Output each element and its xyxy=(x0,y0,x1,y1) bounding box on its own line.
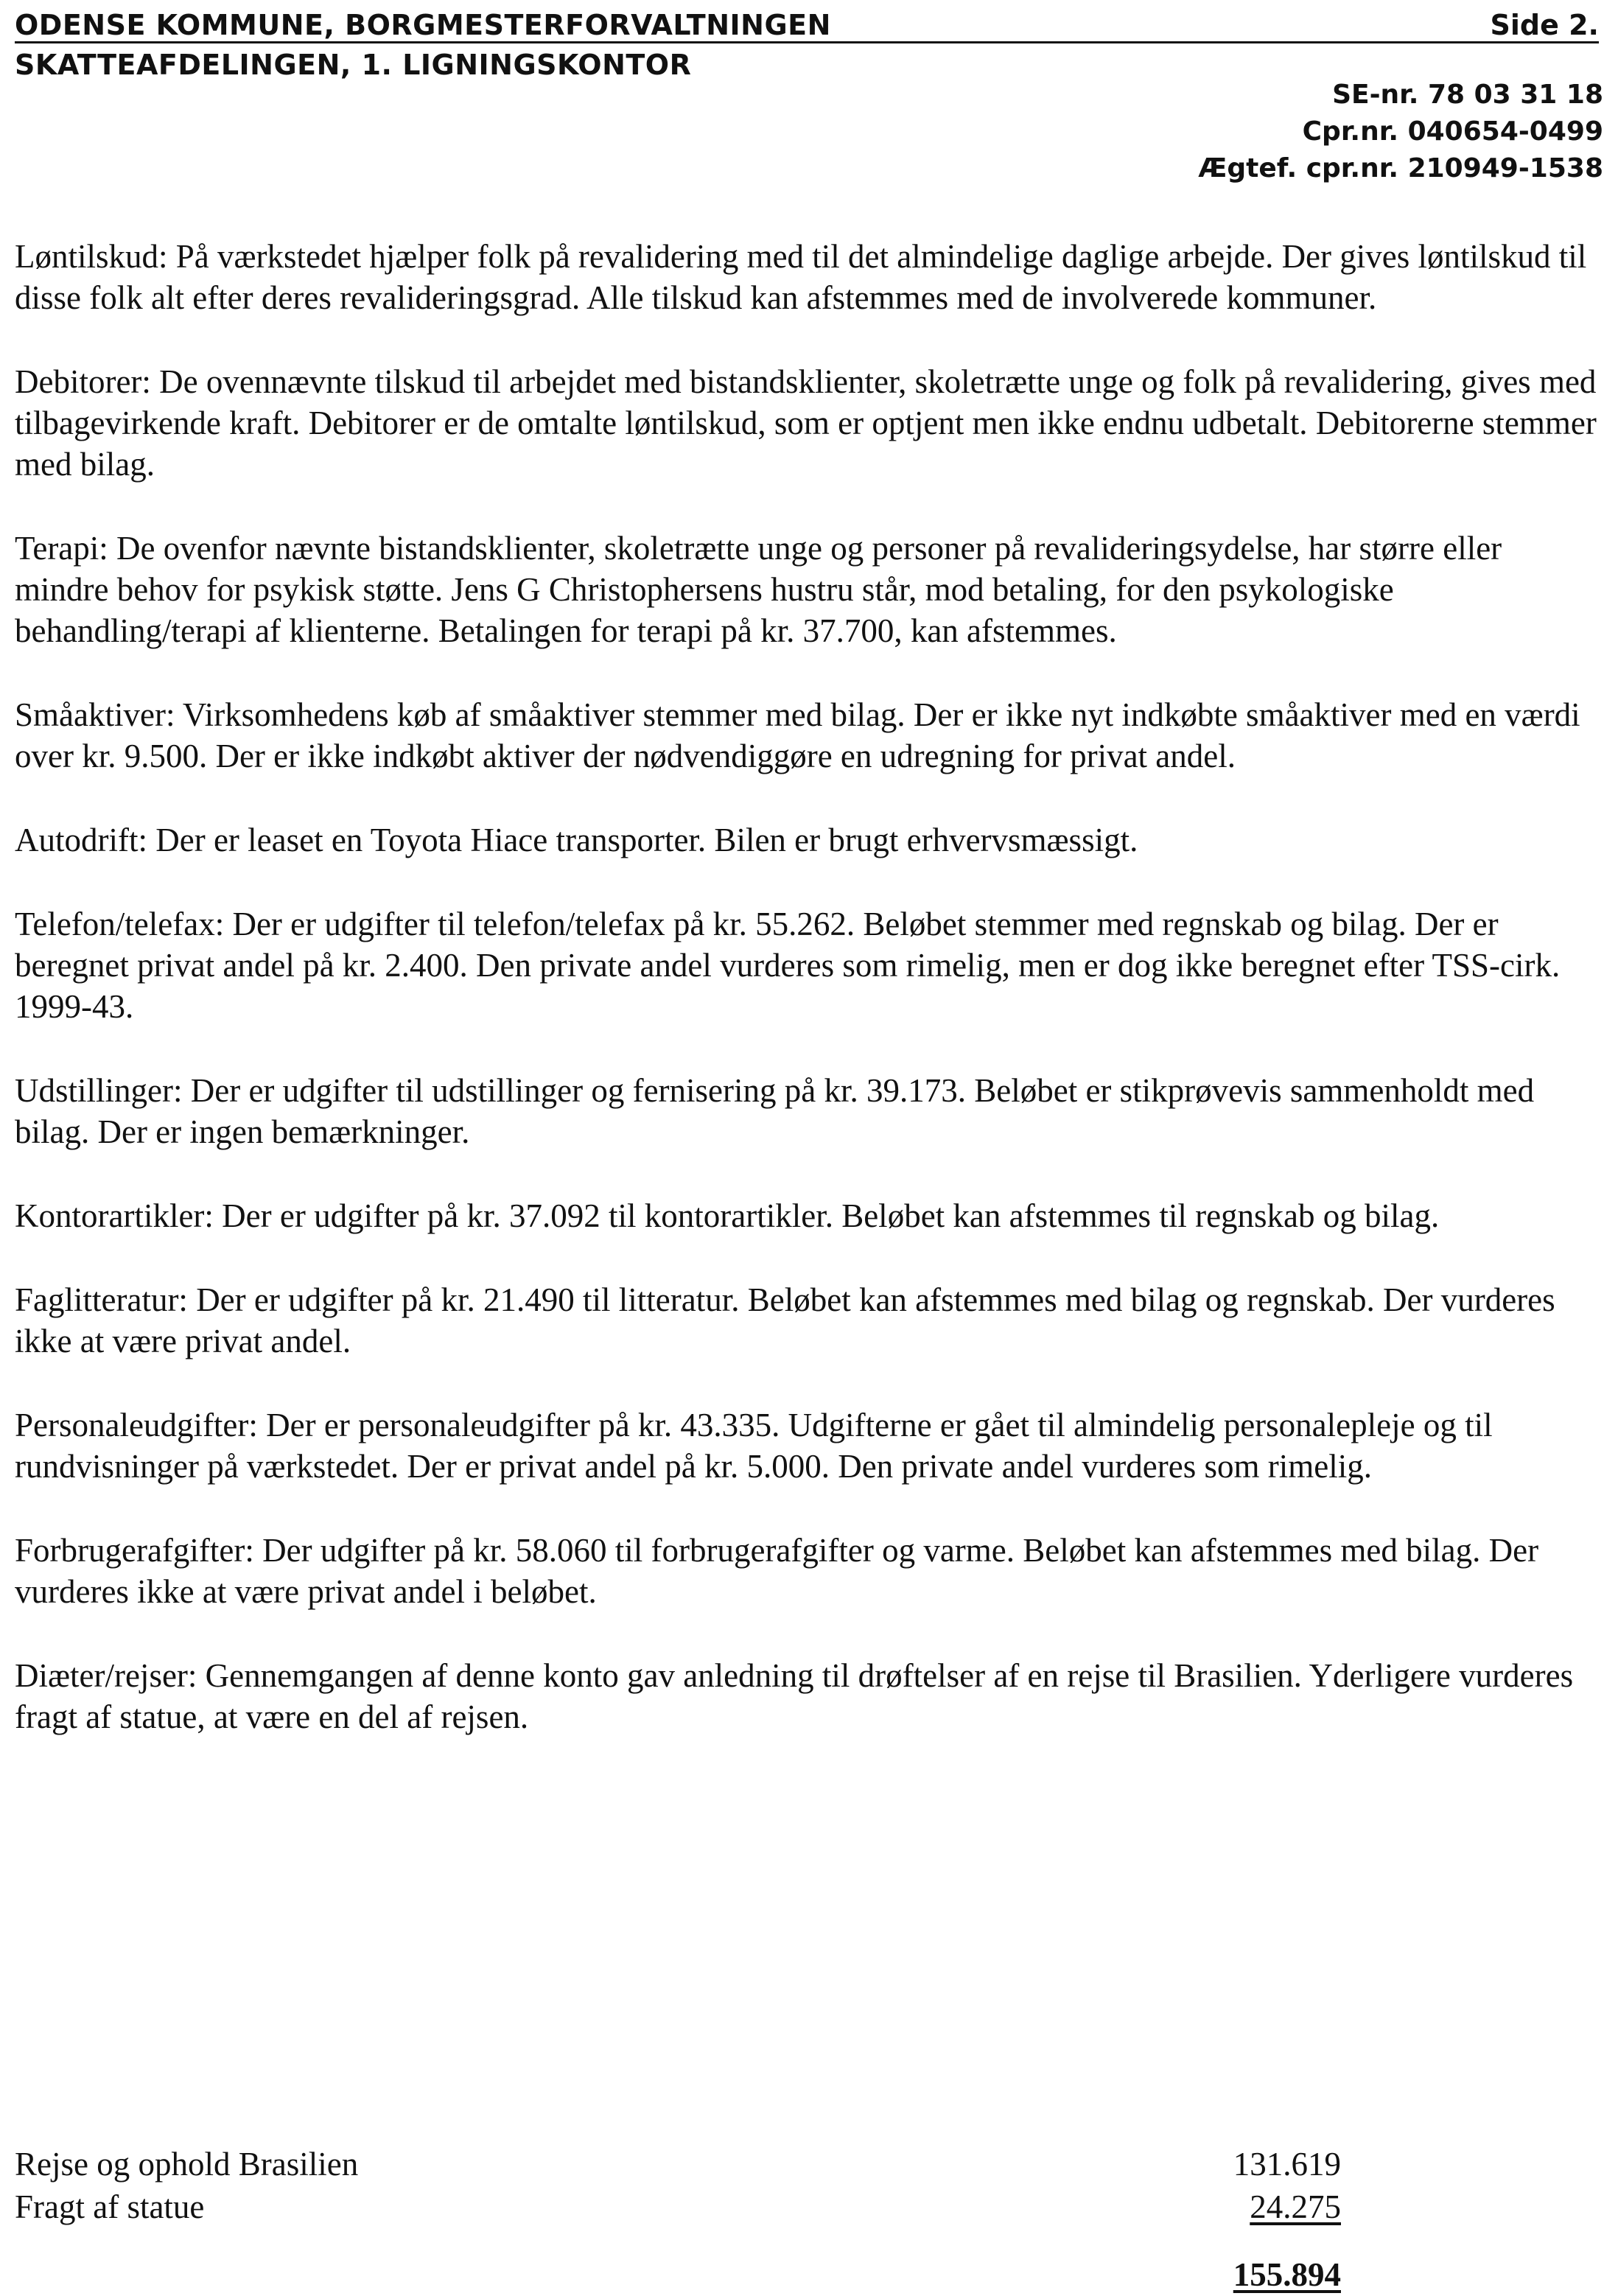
organization-name: ODENSE KOMMUNE, BORGMESTERFORVALTNINGEN xyxy=(15,9,831,41)
summary-row-value: 131.619 xyxy=(1233,2146,1341,2183)
paragraph-label: Løntilskud: xyxy=(15,238,168,275)
paragraph-text: På værkstedet hjælper folk på revalidering med til det almindelige daglige arbejde. Der gives løntilskud til disse folk alt efter deres revalideringsgrad. Alle tilskud kan afstemmes med de involverede kommuner. xyxy=(15,238,1587,316)
paragraph-text: De ovennævnte tilskud til arbejdet med bistandsklienter, skoletrætte unge og folk på revalidering, gives med tilbagevirkende kraft. Debitorer er de omtalte løntilskud, som er optjent men ikke endnu udbetalt. Debitorerne stemmer med bilag. xyxy=(15,363,1597,483)
paragraph-text: Der er udgifter til udstillinger og fernisering på kr. 39.173. Beløbet er stikprøvevis sammenholdt med bilag. Der er ingen bemærkninger. xyxy=(15,1072,1535,1150)
paragraph-text: Der er udgifter til telefon/telefax på kr. 55.262. Beløbet stemmer med regnskab og bilag. Der er beregnet privat andel på kr. 2.400. Den private andel vurderes som rimelig, men er dog ikke beregnet efter TSS-cirk. 1999-43. xyxy=(15,906,1561,1025)
paragraph-text: Der udgifter på kr. 58.060 til forbrugerafgifter og varme. Beløbet kan afstemmes med bilag. Der vurderes ikke at være privat andel i beløbet. xyxy=(15,1532,1539,1610)
se-number: SE-nr. 78 03 31 18 xyxy=(1332,80,1603,110)
summary-row xyxy=(15,2185,1341,2228)
paragraph-diaeter-rejser xyxy=(15,1655,1603,1737)
paragraph-text: De ovenfor nævnte bistandsklienter, skoletrætte unge og personer på revalideringsydelse, har større eller mindre behov for psykisk støtte. Jens G Christophersens hustru står, mod betaling, for den psykologiske behandling/terapi af klienterne. Betalingen for terapi på kr. 37.700, kan afstemmes. xyxy=(15,530,1502,649)
summary-row-label: Rejse og ophold Brasilien xyxy=(15,2146,359,2183)
paragraph-label: Udstillinger: xyxy=(15,1072,183,1109)
paragraph-label: Autodrift: xyxy=(15,822,147,858)
paragraph-text: Virksomhedens køb af småaktiver stemmer med bilag. Der er ikke nyt indkøbte småaktiver med en værdi over kr. 9.500. Der er ikke indkøbt aktiver der nødvendiggøre en udregning for privat andel. xyxy=(15,696,1580,774)
paragraph-label: Debitorer: xyxy=(15,363,151,400)
paragraph-faglitteratur xyxy=(15,1279,1603,1362)
paragraph-label: Terapi: xyxy=(15,530,108,567)
paragraph-autodrift xyxy=(15,819,1603,861)
page-header xyxy=(15,6,1599,43)
paragraph-label: Telefon/telefax: xyxy=(15,906,225,942)
paragraph-label: Kontorartikler: xyxy=(15,1197,214,1234)
summary-row-value: 24.275 xyxy=(1250,2188,1341,2225)
paragraph-label: Diæter/rejser: xyxy=(15,1657,197,1694)
paragraph-label: Faglitteratur: xyxy=(15,1281,188,1318)
paragraph-label: Småaktiver: xyxy=(15,696,175,733)
paragraph-text: Gennemgangen af denne konto gav anledning til drøftelser af en rejse til Brasilien. Yderligere vurderes fragt af statue, at være en del af rejsen. xyxy=(15,1657,1574,1735)
paragraph-text: Der er leaset en Toyota Hiace transporter. Bilen er brugt erhvervsmæssigt. xyxy=(155,822,1138,858)
paragraph-telefon xyxy=(15,903,1603,1027)
paragraph-text: Der er udgifter på kr. 21.490 til litteratur. Beløbet kan afstemmes med bilag og regnskab. Der vurderes ikke at være privat andel. xyxy=(15,1281,1555,1359)
page-number: Side 2. xyxy=(1490,9,1599,41)
department-name: SKATTEAFDELINGEN, 1. LIGNINGSKONTOR xyxy=(15,49,692,81)
paragraph-label: Forbrugerafgifter: xyxy=(15,1532,254,1569)
paragraph-label: Personaleudgifter: xyxy=(15,1407,258,1443)
summary-row xyxy=(15,2143,1341,2185)
summary-total: 155.894 xyxy=(1233,2256,1341,2293)
cpr-number: Cpr.nr. 040654-0499 xyxy=(1302,116,1603,147)
travel-cost-summary xyxy=(15,2143,1341,2293)
paragraph-text: Der er udgifter på kr. 37.092 til kontorartikler. Beløbet kan afstemmes til regnskab og bilag. xyxy=(222,1197,1440,1234)
paragraph-smaaaktiver xyxy=(15,694,1603,777)
paragraph-text: Der er personaleudgifter på kr. 43.335. Udgifterne er gået til almindelig personalepleje og til rundvisninger på værkstedet. Der er privat andel på kr. 5.000. Den private andel vurderes som rimelig. xyxy=(15,1407,1493,1485)
paragraph-debitorer xyxy=(15,361,1603,485)
paragraph-udstillinger xyxy=(15,1070,1603,1152)
paragraph-loentilskud xyxy=(15,236,1603,318)
paragraph-terapi xyxy=(15,528,1603,651)
paragraph-kontorartikler xyxy=(15,1195,1603,1236)
spouse-cpr-number: Ægtef. cpr.nr. 210949-1538 xyxy=(1198,153,1603,183)
summary-row-label: Fragt af statue xyxy=(15,2188,205,2225)
paragraph-personaleudgifter xyxy=(15,1404,1603,1487)
identifier-block xyxy=(1198,77,1603,187)
document-body xyxy=(15,236,1603,1780)
paragraph-forbrugerafgifter xyxy=(15,1530,1603,1612)
